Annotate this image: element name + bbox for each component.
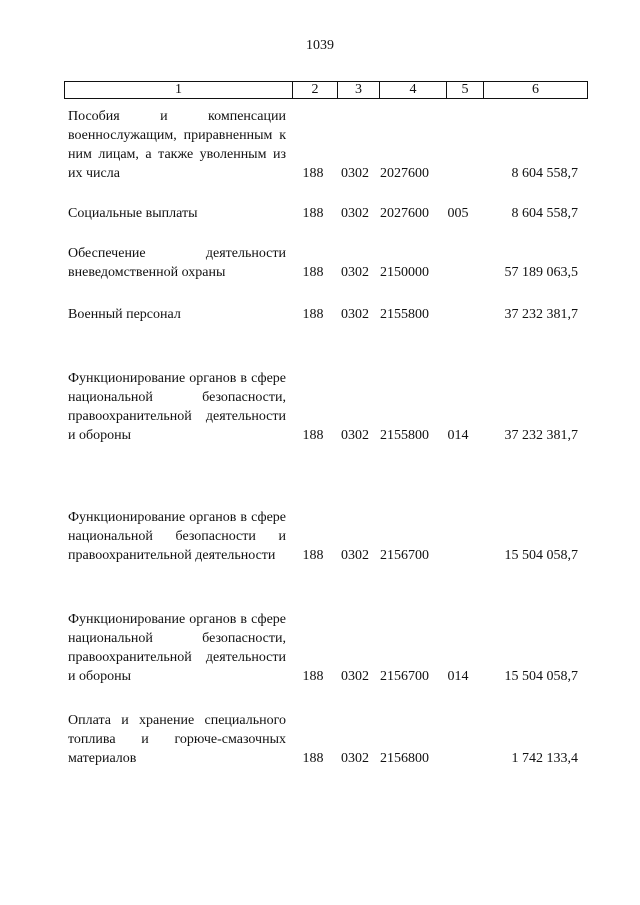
table-row	[0, 200, 640, 223]
table-row	[0, 350, 640, 445]
row-name: Пособия и компенсации военнослужащим, приравненным к ним лицам, а также уволенным из их числа	[68, 109, 286, 181]
row-name: Обеспечение деятельности вневедомственной охраны	[68, 246, 286, 280]
row-col-6: 37 232 381,7	[504, 428, 578, 443]
table-row	[0, 708, 640, 768]
row-col-4: 2150000	[380, 265, 429, 280]
table-row	[0, 100, 640, 183]
row-col-5: 005	[447, 206, 469, 221]
row-col-3: 0302	[341, 307, 369, 322]
row-name: Функционирование органов в сфере национальной безопасности и правоохранительной деятельности	[68, 510, 286, 563]
row-col-6: 1 742 133,4	[511, 751, 578, 766]
row-col-6: 15 504 058,7	[504, 548, 578, 563]
row-name: Оплата и хранение специального топлива и горюче-смазочных материалов	[68, 713, 286, 766]
row-col-4: 2027600	[380, 206, 429, 221]
row-col-6: 8 604 558,7	[511, 206, 578, 221]
row-col-3: 0302	[341, 548, 369, 563]
row-col-5: 014	[447, 669, 469, 684]
row-col-3: 0302	[341, 206, 369, 221]
table-row	[0, 240, 640, 282]
row-col-5: 014	[447, 428, 469, 443]
row-col-3: 0302	[341, 669, 369, 684]
row-col-3: 0302	[341, 265, 369, 280]
row-col-4: 2156800	[380, 751, 429, 766]
row-col-3: 0302	[341, 428, 369, 443]
row-name: Социальные выплаты	[68, 206, 198, 221]
row-col-4: 2027600	[380, 166, 429, 181]
table-row	[0, 300, 640, 324]
row-col-4: 2156700	[380, 548, 429, 563]
table-row	[0, 592, 640, 686]
row-col-3: 0302	[341, 166, 369, 181]
row-col-6: 37 232 381,7	[504, 307, 578, 322]
header-col-2: 2	[292, 82, 337, 98]
row-col-6: 15 504 058,7	[504, 669, 578, 684]
row-col-2: 188	[302, 669, 324, 684]
row-col-6: 57 189 063,5	[504, 265, 578, 280]
header-col-6: 6	[483, 82, 587, 98]
table-row	[0, 472, 640, 565]
row-col-6: 8 604 558,7	[511, 166, 578, 181]
table-header	[64, 81, 588, 99]
row-col-3: 0302	[341, 751, 369, 766]
row-name: Функционирование органов в сфере национальной безопасности, правоохранительной деятельности и обороны	[68, 371, 286, 443]
header-col-1: 1	[175, 82, 182, 97]
header-col-5: 5	[446, 82, 483, 98]
row-col-4: 2155800	[380, 307, 429, 322]
header-col-3: 3	[337, 82, 379, 98]
row-col-2: 188	[302, 265, 324, 280]
row-col-4: 2156700	[380, 669, 429, 684]
row-col-2: 188	[302, 751, 324, 766]
row-name: Военный персонал	[68, 307, 181, 322]
page-number: 1039	[306, 38, 334, 53]
row-col-2: 188	[302, 206, 324, 221]
row-col-2: 188	[302, 428, 324, 443]
header-col-4: 4	[379, 82, 446, 98]
row-col-2: 188	[302, 166, 324, 181]
row-col-4: 2155800	[380, 428, 429, 443]
row-col-2: 188	[302, 548, 324, 563]
row-name: Функционирование органов в сфере национальной безопасности, правоохранительной деятельности и обороны	[68, 612, 286, 684]
row-col-2: 188	[302, 307, 324, 322]
